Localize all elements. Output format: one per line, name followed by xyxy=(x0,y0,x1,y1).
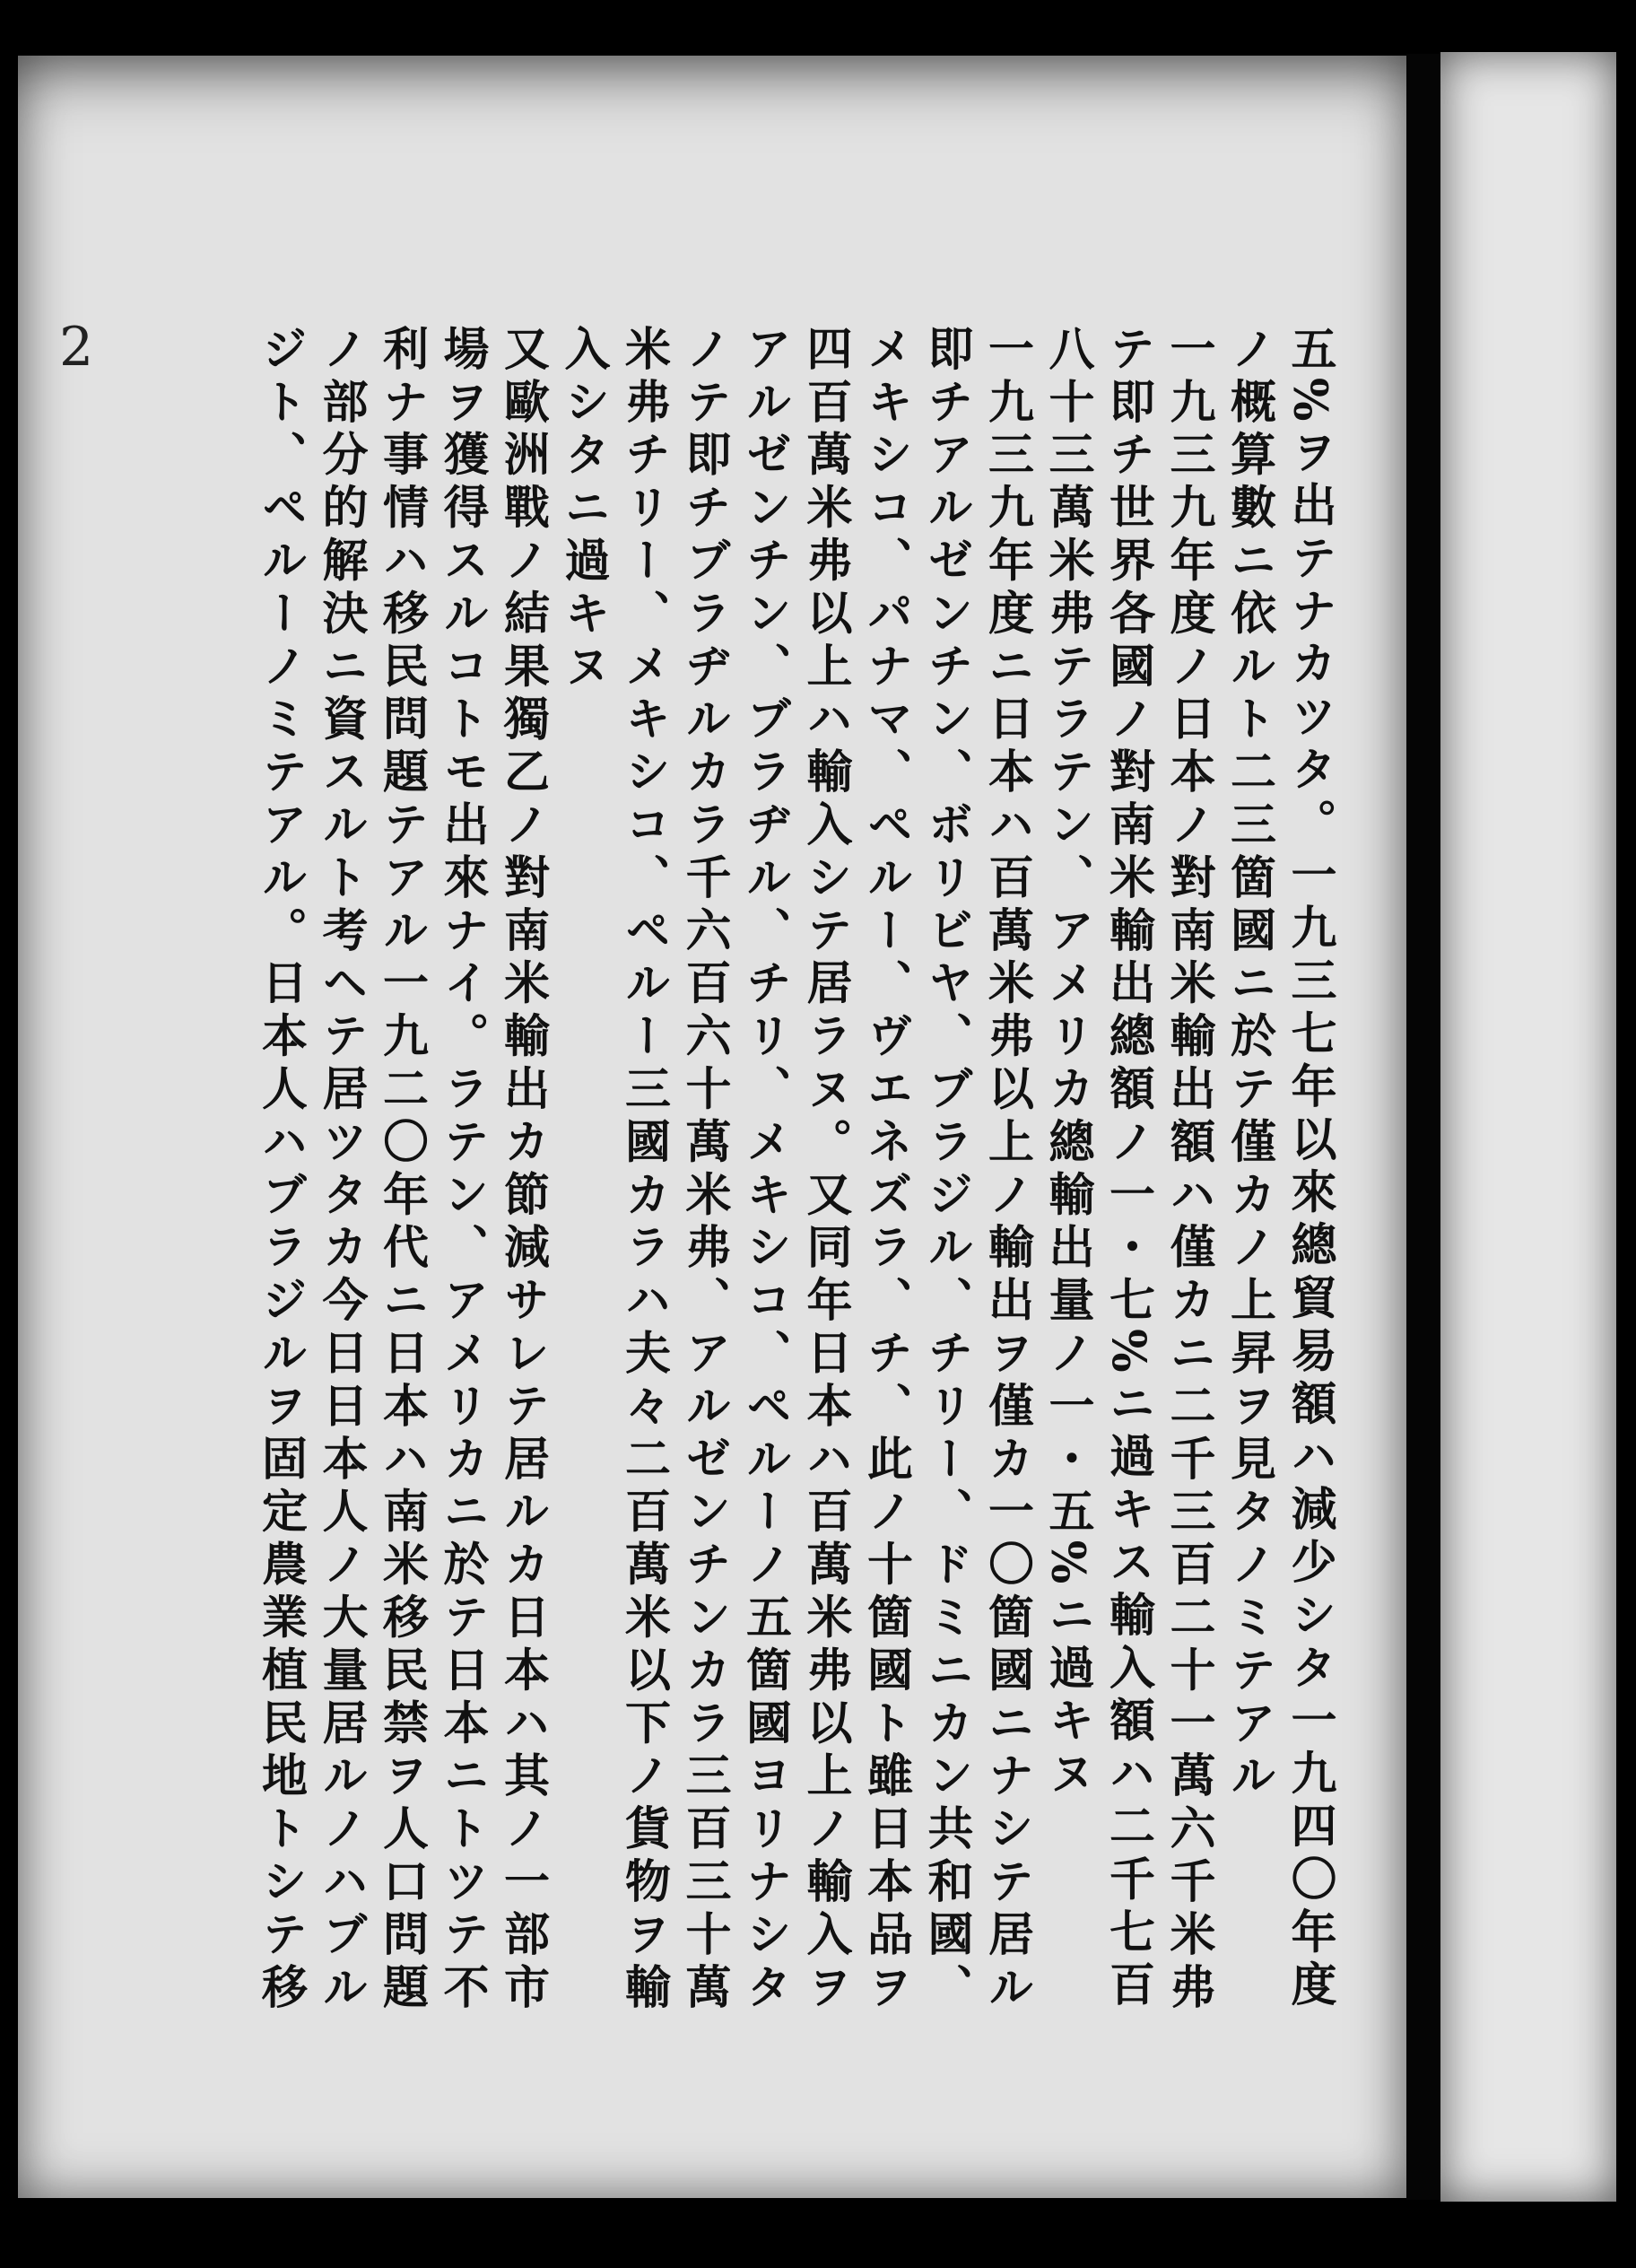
text-column: 場ヲ獲得スルコトモ出來ナイ。ラテン、アメリカニ於テ日本ニトツテ不 xyxy=(435,325,489,2016)
text-column: メキシコ、パナマ、ペルー、ヴエネズラ、チ、此ノ十箇國ト雖日本品ヲ xyxy=(858,325,913,2016)
text-column: 五%ヲ出テナカツタ。一九三七年以來總貿易額ハ減少シタ一九四〇年度 xyxy=(1283,325,1336,2014)
text-column: 一九三九年度ニ日本ハ百萬米弗以上ノ輸出ヲ僅カ一〇箇國ニナシテ居ル xyxy=(979,325,1034,2016)
text-column: 八十三萬米弗テラテン、アメリカ總輸出量ノ一・五%ニ過キヌ xyxy=(1040,325,1094,1802)
text-column: テ即チ世界各國ノ對南米輸出總額ノ一・七%ニ過キス輸入額ハ二千七百 xyxy=(1101,325,1155,2014)
document-page xyxy=(18,56,1406,2198)
text-column: ノ部分的解決ニ資スルト考ヘテ居ツタカ今日日本人ノ大量居ルノハブル xyxy=(314,325,368,2016)
text-column: 即チアルゼンチン、ボリビヤ、ブラジル、チリー、ドミニカン共和國、 xyxy=(919,325,973,2016)
book-spine xyxy=(1406,54,1440,2200)
text-column: 四百萬米弗以上ハ輸入シテ居ラヌ。又同年日本ハ百萬米弗以上ノ輸入ヲ xyxy=(798,325,852,2016)
text-column: 又歐洲戰ノ結果獨乙ノ對南米輸出カ節減サレテ居ルカ日本ハ其ノ一部市 xyxy=(495,325,550,2016)
text-column: ノ概算數ニ依ルト二三箇國ニ於テ僅カノ上昇ヲ見タノミテアル xyxy=(1222,325,1276,1805)
text-column: 米弗チリー、メキシコ、ペルー三國カラハ夫々二百萬米以下ノ貨物ヲ輸 xyxy=(616,325,671,2016)
text-column: アルゼンチン、ブラヂル、チリ、メキシコ、ペルーノ五箇國ヨリナシタ xyxy=(737,325,792,2016)
vertical-text-block xyxy=(121,325,1336,2198)
text-column: ジト、ペルーノミテアル。日本人ハブラジルヲ固定農業植民地トシテ移 xyxy=(253,325,308,2016)
text-column: 入シタニ過キヌ xyxy=(556,325,610,695)
page-number: 2 xyxy=(59,316,94,379)
text-column: 利ナ事情ハ移民問題テアル一九二〇年代ニ日本ハ南米移民禁ヲ人口問題 xyxy=(374,325,429,2016)
text-column: 一九三九年度ノ日本ノ對南米輸出額ハ僅カニ二千三百二十一萬六千米弗 xyxy=(1162,325,1215,2016)
facing-page-edge xyxy=(1440,52,1616,2202)
text-column: ノテ即チブラヂルカラ千六百六十萬米弗、アルゼンチンカラ三百三十萬 xyxy=(677,325,731,2016)
